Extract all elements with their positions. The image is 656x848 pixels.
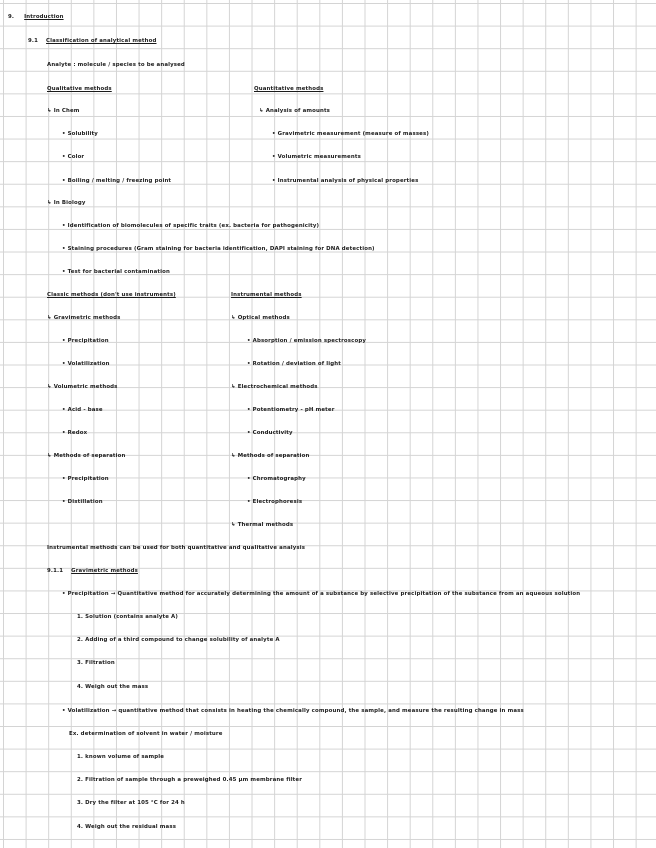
qualitative-bio-item: • Test for bacterial contamination — [62, 269, 170, 275]
classic-sep-item: • Distillation — [62, 499, 103, 505]
quantitative-heading: ↳ Analysis of amounts — [259, 108, 331, 114]
precipitation-step: 1. Solution (contains analyte A) — [77, 614, 178, 620]
classic-vol-heading: ↳ Volumetric methods — [47, 384, 118, 390]
precipitation-definition: • Precipitation → Quantitative method for accurately determining the amount of a substance by selective precipitation of the substance from an aqueous solution — [62, 591, 581, 597]
instrumental-title: Instrumental methods — [231, 292, 302, 298]
instrumental-opt-heading: ↳ Optical methods — [231, 315, 290, 321]
instrumental-elec-item: • Conductivity — [247, 430, 293, 436]
instrumental-note: Instrumental methods can be used for both quantitative and qualitative analysis — [47, 545, 306, 551]
classic-title: Classic methods (don't use instruments) — [47, 292, 176, 298]
precipitation-step: 2. Adding of a third compound to change solubility of analyte A — [77, 637, 280, 643]
classic-sep-item: • Precipitation — [62, 476, 109, 482]
volatilization-definition: • Volatilization → quantitative method that consists in heating the chemically compound, the sample, and measure the resulting change in mass — [62, 708, 524, 714]
qualitative-title: Qualitative methods — [47, 86, 112, 92]
volatilization-step: 4. Weigh out the residual mass — [77, 824, 177, 830]
subsection-title: Gravimetric methods — [71, 568, 138, 574]
instrumental-sep-item: • Electrophoresis — [247, 499, 303, 505]
qualitative-bio-item: • Staining procedures (Gram staining for bacteria identification, DAPI staining for DNA detection) — [62, 246, 375, 252]
qualitative-chem-item: • Color — [62, 154, 85, 160]
volatilization-step: 2. Filtration of sample through a preweighed 0.45 μm membrane filter — [77, 777, 303, 783]
instrumental-sep-heading: ↳ Methods of separation — [231, 453, 310, 459]
qualitative-bio-heading: ↳ In Biology — [47, 200, 86, 206]
instrumental-opt-item: • Absorption / emission spectroscopy — [247, 338, 367, 344]
classic-vol-item: • Acid - base — [62, 407, 103, 413]
qualitative-bio-item: • Identification of biomolecules of specific traits (ex. bacteria for pathogenicity) — [62, 223, 320, 229]
qualitative-chem-item: • Boiling / melting / freezing point — [62, 178, 172, 184]
section-title: Classification of analytical method — [46, 38, 157, 44]
classic-grav-item: • Volatilization — [62, 361, 110, 367]
classic-vol-item: • Redox — [62, 430, 88, 436]
instrumental-opt-item: • Rotation / deviation of light — [247, 361, 341, 367]
classic-sep-heading: ↳ Methods of separation — [47, 453, 126, 459]
volatilization-step: 3. Dry the filter at 105 °C for 24 h — [77, 800, 185, 806]
chapter-heading — [8, 14, 64, 21]
qualitative-chem-heading: ↳ In Chem — [47, 108, 80, 114]
instrumental-elec-heading: ↳ Electrochemical methods — [231, 384, 318, 390]
precipitation-step: 4. Weigh out the mass — [77, 684, 149, 690]
instrumental-sep-item: • Chromatography — [247, 476, 306, 482]
instrumental-thermal-heading: ↳ Thermal methods — [231, 522, 294, 528]
quantitative-item: • Volumetric measurements — [272, 154, 361, 160]
classic-grav-item: • Precipitation — [62, 338, 109, 344]
subsection-heading — [47, 568, 138, 575]
chapter-number: 9. — [8, 14, 15, 20]
classic-grav-heading: ↳ Gravimetric methods — [47, 315, 121, 321]
section-heading — [28, 38, 157, 45]
qualitative-chem-item: • Solubility — [62, 131, 98, 137]
section-number: 9.1 — [28, 38, 38, 44]
quantitative-item: • Gravimetric measurement (measure of masses) — [272, 131, 429, 137]
volatilization-example: Ex. determination of solvent in water / moisture — [69, 731, 223, 737]
precipitation-step: 3. Filtration — [77, 660, 115, 666]
quantitative-title: Quantitative methods — [254, 86, 324, 92]
instrumental-elec-item: • Potentiometry - pH meter — [247, 407, 335, 413]
chapter-title: Introduction — [24, 14, 64, 20]
analyte-definition: Analyte : molecule / species to be analysed — [47, 62, 185, 68]
quantitative-item: • Instrumental analysis of physical properties — [272, 178, 419, 184]
volatilization-step: 1. known volume of sample — [77, 754, 165, 760]
subsection-number: 9.1.1 — [47, 568, 64, 574]
